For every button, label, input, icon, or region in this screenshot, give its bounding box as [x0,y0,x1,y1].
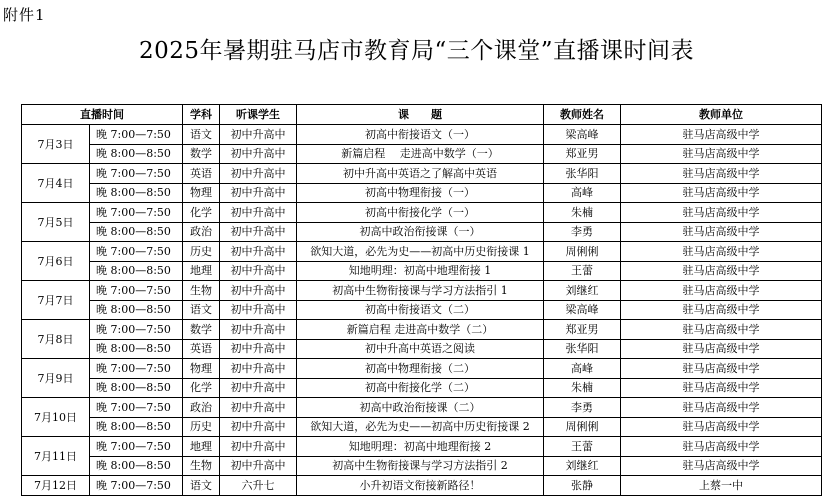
topic-cell: 初高中衔接语文（二） [297,300,544,320]
time-cell: 晚 8:00—8:50 [90,300,183,320]
time-cell: 晚 8:00—8:50 [90,417,183,437]
table-row [22,476,822,496]
subject-cell: 历史 [183,242,220,262]
topic-cell: 初高中物理衔接（一） [297,183,544,203]
unit-cell: 驻马店高级中学 [621,398,822,418]
date-cell: 7月12日 [22,476,90,496]
table-row [22,359,822,379]
table-row [22,281,822,301]
teacher-cell: 王蕾 [544,261,621,281]
teacher-cell: 张静 [544,476,621,496]
unit-cell: 驻马店高级中学 [621,359,822,379]
topic-cell: 新篇启程 走进高中数学（一） [297,144,544,164]
teacher-cell: 郑亚男 [544,320,621,340]
students-cell: 初中升高中 [220,222,297,242]
topic-cell: 初高中生物衔接课与学习方法指引 1 [297,281,544,301]
table-row [22,222,822,242]
students-cell: 初中升高中 [220,164,297,184]
teacher-cell: 郑亚男 [544,144,621,164]
time-cell: 晚 8:00—8:50 [90,222,183,242]
unit-cell: 驻马店高级中学 [621,183,822,203]
subject-cell: 语文 [183,476,220,496]
teacher-cell: 梁高峰 [544,300,621,320]
teacher-cell: 张华阳 [544,339,621,359]
date-cell: 7月6日 [22,242,90,281]
students-cell: 初中升高中 [220,378,297,398]
subject-cell: 生物 [183,281,220,301]
topic-cell: 初高中衔接化学（一） [297,203,544,223]
subject-cell: 语文 [183,300,220,320]
subject-cell: 物理 [183,183,220,203]
header-teacher: 教师姓名 [544,105,621,125]
table-row [22,203,822,223]
time-cell: 晚 7:00—7:50 [90,125,183,145]
date-cell: 7月5日 [22,203,90,242]
topic-cell: 初高中衔接语文（一） [297,125,544,145]
schedule-body [22,125,822,496]
table-row [22,261,822,281]
teacher-cell: 刘继红 [544,281,621,301]
table-row [22,398,822,418]
table-row [22,339,822,359]
subject-cell: 语文 [183,125,220,145]
subject-cell: 数学 [183,144,220,164]
time-cell: 晚 7:00—7:50 [90,203,183,223]
date-cell: 7月8日 [22,320,90,359]
students-cell: 初中升高中 [220,203,297,223]
students-cell: 初中升高中 [220,456,297,476]
unit-cell: 驻马店高级中学 [621,242,822,262]
topic-cell: 欲知大道，必先为史——初高中历史衔接课 1 [297,242,544,262]
table-row [22,125,822,145]
unit-cell: 驻马店高级中学 [621,320,822,340]
topic-cell: 初高中政治衔接课（一） [297,222,544,242]
unit-cell: 驻马店高级中学 [621,300,822,320]
students-cell: 初中升高中 [220,359,297,379]
teacher-cell: 周俐俐 [544,242,621,262]
teacher-cell: 高峰 [544,359,621,379]
table-row [22,437,822,457]
subject-cell: 英语 [183,164,220,184]
time-cell: 晚 8:00—8:50 [90,261,183,281]
teacher-cell: 朱楠 [544,203,621,223]
teacher-cell: 朱楠 [544,378,621,398]
subject-cell: 数学 [183,320,220,340]
students-cell: 初中升高中 [220,144,297,164]
topic-cell: 知地明理：初高中地理衔接 2 [297,437,544,457]
students-cell: 初中升高中 [220,300,297,320]
unit-cell: 驻马店高级中学 [621,456,822,476]
subject-cell: 地理 [183,261,220,281]
students-cell: 初中升高中 [220,261,297,281]
subject-cell: 生物 [183,456,220,476]
table-row [22,164,822,184]
unit-cell: 驻马店高级中学 [621,378,822,398]
table-row [22,417,822,437]
students-cell: 初中升高中 [220,339,297,359]
topic-cell: 新篇启程 走进高中数学（二） [297,320,544,340]
time-cell: 晚 8:00—8:50 [90,144,183,164]
unit-cell: 驻马店高级中学 [621,144,822,164]
time-cell: 晚 7:00—7:50 [90,476,183,496]
students-cell: 初中升高中 [220,417,297,437]
topic-cell: 小升初语文衔接新路径！ [297,476,544,496]
time-cell: 晚 8:00—8:50 [90,456,183,476]
subject-cell: 英语 [183,339,220,359]
time-cell: 晚 7:00—7:50 [90,398,183,418]
unit-cell: 上蔡一中 [621,476,822,496]
time-cell: 晚 8:00—8:50 [90,183,183,203]
unit-cell: 驻马店高级中学 [621,417,822,437]
topic-cell: 知地明理：初高中地理衔接 1 [297,261,544,281]
students-cell: 初中升高中 [220,320,297,340]
subject-cell: 历史 [183,417,220,437]
time-cell: 晚 7:00—7:50 [90,320,183,340]
date-cell: 7月3日 [22,125,90,164]
unit-cell: 驻马店高级中学 [621,339,822,359]
date-cell: 7月11日 [22,437,90,476]
table-row [22,144,822,164]
students-cell: 初中升高中 [220,281,297,301]
table-header-row [22,105,822,125]
header-unit: 教师单位 [621,105,822,125]
teacher-cell: 李勇 [544,398,621,418]
time-cell: 晚 8:00—8:50 [90,378,183,398]
students-cell: 初中升高中 [220,398,297,418]
topic-cell: 初高中物理衔接（二） [297,359,544,379]
students-cell: 初中升高中 [220,437,297,457]
unit-cell: 驻马店高级中学 [621,261,822,281]
subject-cell: 物理 [183,359,220,379]
table-row [22,320,822,340]
teacher-cell: 高峰 [544,183,621,203]
students-cell: 初中升高中 [220,125,297,145]
subject-cell: 政治 [183,222,220,242]
unit-cell: 驻马店高级中学 [621,437,822,457]
table-row [22,183,822,203]
table-row [22,300,822,320]
unit-cell: 驻马店高级中学 [621,164,822,184]
header-subject: 学科 [183,105,220,125]
page-title: 2025年暑期驻马店市教育局“三个课堂”直播课时间表 [138,38,695,64]
time-cell: 晚 7:00—7:50 [90,437,183,457]
time-cell: 晚 7:00—7:50 [90,359,183,379]
header-students: 听课学生 [220,105,297,125]
date-cell: 7月9日 [22,359,90,398]
time-cell: 晚 7:00—7:50 [90,242,183,262]
header-topic: 课 题 [297,105,544,125]
subject-cell: 地理 [183,437,220,457]
topic-cell: 初中升高中英语之了解高中英语 [297,164,544,184]
date-cell: 7月7日 [22,281,90,320]
header-broadcast-time: 直播时间 [22,105,183,125]
topic-cell: 欲知大道，必先为史——初高中历史衔接课 2 [297,417,544,437]
teacher-cell: 王蕾 [544,437,621,457]
unit-cell: 驻马店高级中学 [621,222,822,242]
time-cell: 晚 7:00—7:50 [90,164,183,184]
subject-cell: 化学 [183,378,220,398]
students-cell: 六升七 [220,476,297,496]
unit-cell: 驻马店高级中学 [621,281,822,301]
date-cell: 7月10日 [22,398,90,437]
subject-cell: 化学 [183,203,220,223]
date-cell: 7月4日 [22,164,90,203]
table-row [22,242,822,262]
table-row [22,378,822,398]
topic-cell: 初中升高中英语之阅读 [297,339,544,359]
topic-cell: 初高中衔接化学（二） [297,378,544,398]
time-cell: 晚 7:00—7:50 [90,281,183,301]
unit-cell: 驻马店高级中学 [621,203,822,223]
teacher-cell: 张华阳 [544,164,621,184]
teacher-cell: 周俐俐 [544,417,621,437]
unit-cell: 驻马店高级中学 [621,125,822,145]
time-cell: 晚 8:00—8:50 [90,339,183,359]
topic-cell: 初高中生物衔接课与学习方法指引 2 [297,456,544,476]
table-row [22,456,822,476]
teacher-cell: 刘继红 [544,456,621,476]
teacher-cell: 李勇 [544,222,621,242]
attachment-label: 附件1 [3,6,46,24]
students-cell: 初中升高中 [220,183,297,203]
subject-cell: 政治 [183,398,220,418]
students-cell: 初中升高中 [220,242,297,262]
topic-cell: 初高中政治衔接课（二） [297,398,544,418]
schedule-table [21,104,822,496]
teacher-cell: 梁高峰 [544,125,621,145]
